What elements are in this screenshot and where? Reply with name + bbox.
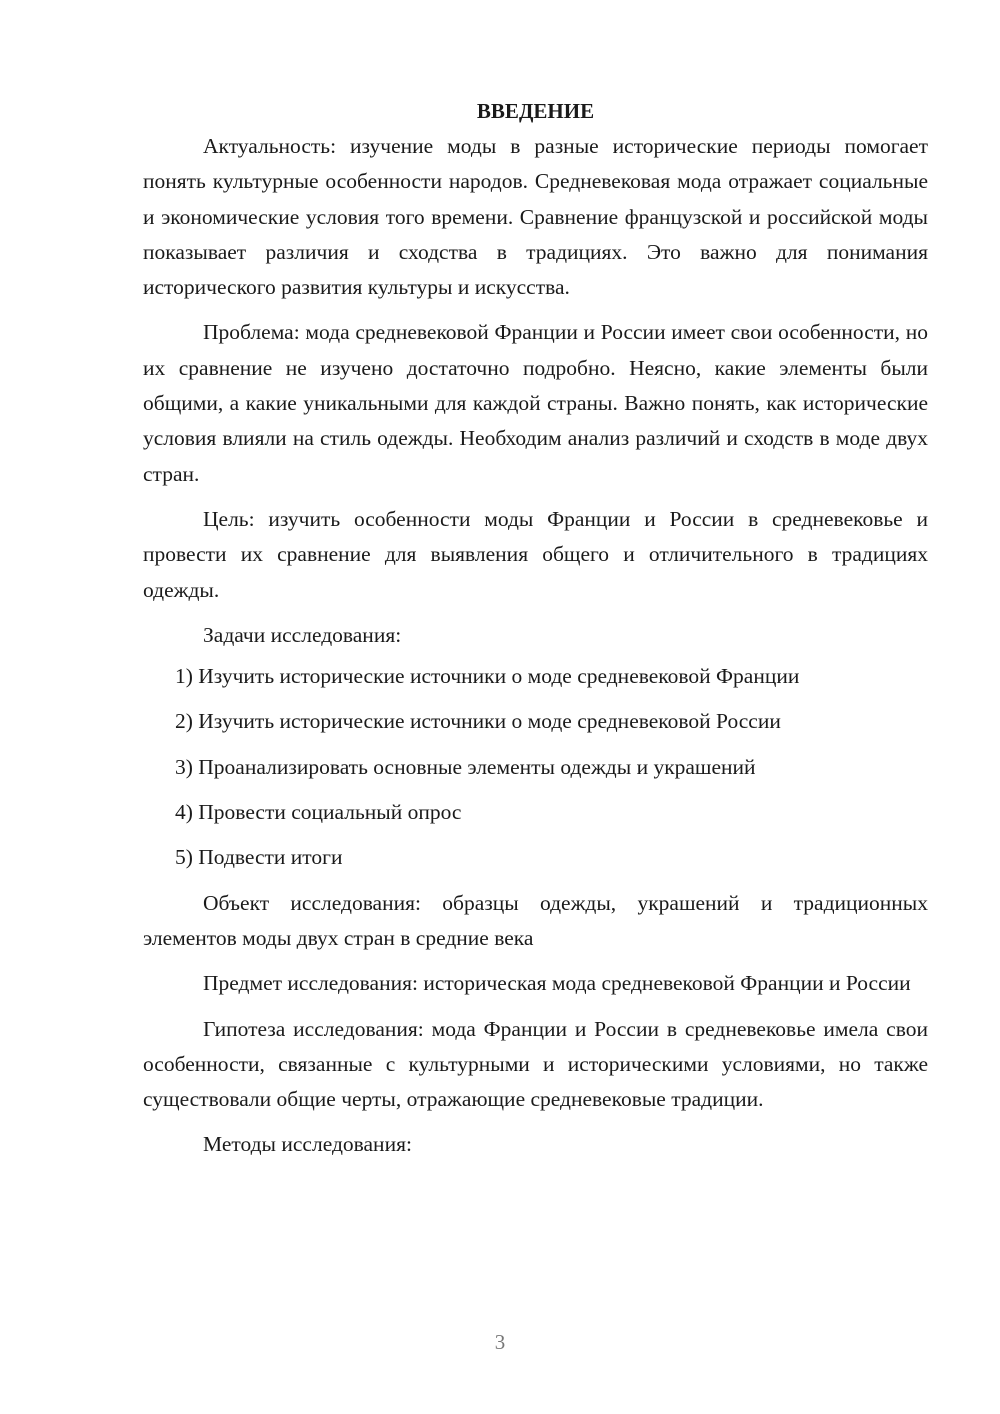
paragraph-subject: Предмет исследования: историческая мода средневековой Франции и России — [203, 971, 911, 996]
tasks-title: Задачи исследования: — [203, 622, 402, 647]
list-item: 4) Провести социальный опрос — [175, 800, 462, 825]
paragraph-relevance: Актуальность: изучение моды в разные исторические периоды помогает понять культурные особенности народов. Средневековая мода отражает социальные и экономические условия того времени. Сравнение французской и российской моды показывает различия и сходства в традициях. Это важно для понимания исторического развития культуры и искусства. — [143, 134, 928, 300]
list-item: 2) Изучить исторические источники о моде средневековой России — [175, 709, 781, 734]
list-item: 1) Изучить исторические источники о моде средневековой Франции — [175, 664, 800, 689]
paragraph-object: Объект исследования: образцы одежды, украшений и традиционных элементов моды двух стран в средние века — [143, 890, 928, 950]
paragraph-problem: Проблема: мода средневековой Франции и России имеет свои особенности, но их сравнение не изучено достаточно подробно. Неясно, какие элементы были общими, а какие уникальными для каждой страны. Важно понять, как исторические условия влияли на стиль одежды. Необходим анализ различий и сходств в моде двух стран. — [143, 320, 928, 486]
page-title: ВВЕДЕНИЕ — [476, 99, 595, 123]
list-item: 5) Подвести итоги — [175, 845, 343, 870]
methods-title: Методы исследования: — [203, 1132, 412, 1157]
paragraph-goal: Цель: изучить особенности моды Франции и России в средневековье и провести их сравнение для выявления общего и отличительного в традициях одежды. — [143, 506, 928, 602]
paragraph-hypothesis: Гипотеза исследования: мода Франции и России в средневековье имела свои особенности, связанные с культурными и историческими условиями, но также существовали общие черты, отражающие средневековые традиции. — [143, 1016, 928, 1112]
list-item: 3) Проанализировать основные элементы одежды и украшений — [175, 754, 756, 779]
document-page — [143, 94, 928, 1173]
page-number: 3 — [494, 1330, 506, 1354]
task-list — [143, 659, 928, 875]
